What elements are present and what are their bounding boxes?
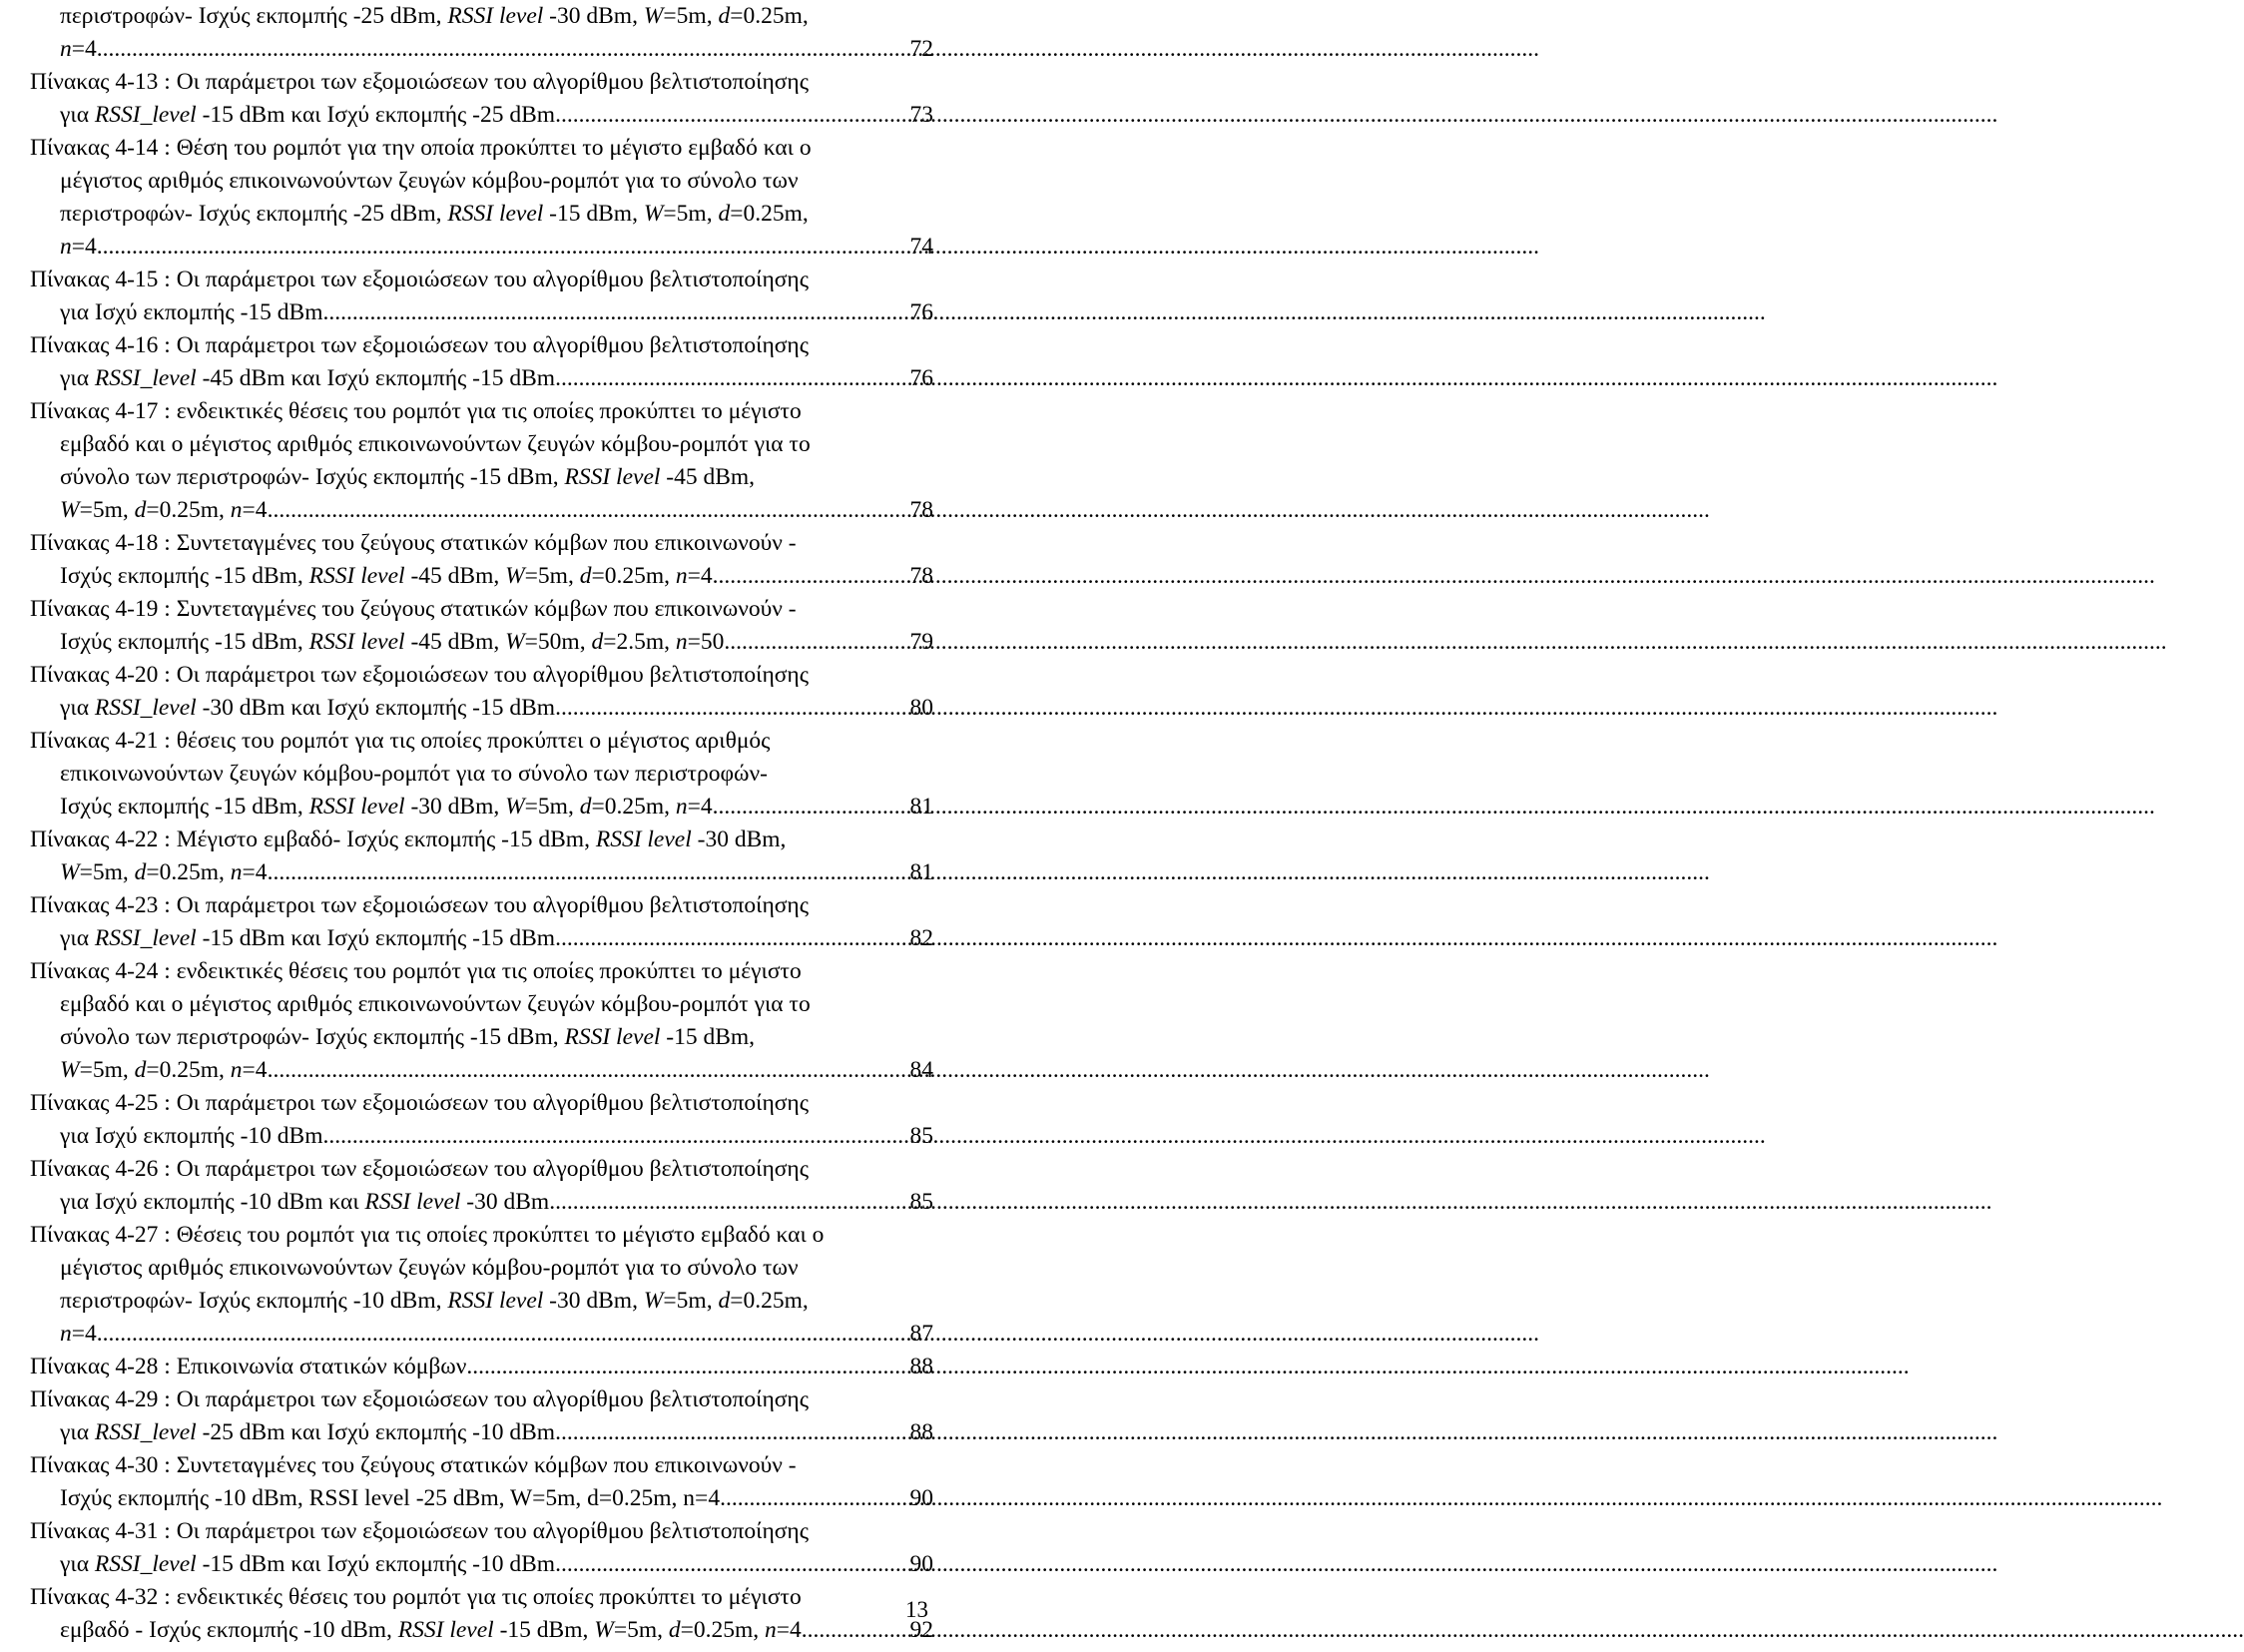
toc-entry-line	[30, 1482, 933, 1515]
toc-entry-caption: Πίνακας 4-23 : Οι παράμετροι των εξομοιώσεων του αλγορίθμου βελτιστοποίησης	[30, 892, 810, 918]
toc-entry-caption: Πίνακας 4-29 : Οι παράμετροι των εξομοιώσεων του αλγορίθμου βελτιστοποίησης	[30, 1386, 810, 1412]
toc-entry[interactable]	[30, 1581, 933, 1647]
toc-entry-text: n=4	[60, 36, 97, 62]
toc-page-number: 88	[909, 1419, 933, 1445]
toc-entry-caption: Πίνακας 4-27 : Θέσεις του ρομπότ για τις οποίες προκύπτει το μέγιστο εμβαδό και ο	[30, 1222, 825, 1248]
toc-entry-caption: Πίνακας 4-22 : Μέγιστο εμβαδό- Ισχύς εκπομπής -15 dBm, RSSI level -30 dBm,	[30, 826, 787, 852]
toc-entry-text: W=5m, d=0.25m, n=4	[60, 1057, 268, 1083]
toc-entry-caption: Πίνακας 4-26 : Οι παράμετροι των εξομοιώσεων του αλγορίθμου βελτιστοποίησης	[30, 1156, 810, 1182]
toc-entry-line	[30, 1120, 933, 1153]
dot-leader	[555, 99, 907, 132]
toc-entry[interactable]	[30, 1515, 933, 1581]
toc-entry-line	[30, 231, 933, 264]
toc-entry-text: n=4	[60, 234, 97, 260]
toc-page-number: 82	[909, 925, 933, 951]
toc-entry-caption	[30, 1351, 933, 1383]
toc-entry[interactable]	[30, 593, 933, 659]
table-of-tables	[30, 0, 933, 1647]
dot-leader	[724, 626, 907, 659]
toc-entry-line: επικοινωνούντων ζευγών κόμβου-ρομπότ για το σύνολο των περιστροφών-	[60, 761, 768, 787]
dot-leader	[555, 1416, 907, 1449]
toc-entry-line	[30, 33, 933, 66]
toc-page-number: 88	[909, 1354, 933, 1379]
toc-entry-caption: Πίνακας 4-15 : Οι παράμετροι των εξομοιώσεων του αλγορίθμου βελτιστοποίησης	[30, 267, 810, 292]
toc-entry-line	[30, 1186, 933, 1219]
toc-page-number: 87	[909, 1321, 933, 1347]
toc-entry-line: μέγιστος αριθμός επικοινωνούντων ζευγών κόμβου-ρομπότ για το σύνολο των	[60, 168, 799, 194]
toc-page-number: 90	[909, 1551, 933, 1577]
toc-entry-line	[30, 1416, 933, 1449]
toc-entry-text: για RSSI_level -30 dBm και Ισχύ εκπομπής -15 dBm	[60, 695, 556, 721]
toc-entry-line	[30, 1548, 933, 1581]
toc-page-number: 76	[909, 299, 933, 325]
toc-entry-line: μέγιστος αριθμός επικοινωνούντων ζευγών κόμβου-ρομπότ για το σύνολο των	[60, 1255, 799, 1281]
toc-page-number: 85	[909, 1123, 933, 1149]
toc-entry[interactable]	[30, 132, 933, 264]
toc-entry-line	[30, 626, 933, 659]
toc-page-number: 80	[909, 695, 933, 721]
toc-entry-line: εμβαδό και ο μέγιστος αριθμός επικοινωνούντων ζευγών κόμβου-ρομπότ για το	[60, 991, 811, 1017]
toc-entry-text: W=5m, d=0.25m, n=4	[60, 859, 268, 885]
toc-page-number: 76	[909, 365, 933, 391]
toc-entry-line	[30, 362, 933, 395]
dot-leader	[555, 1548, 907, 1581]
toc-entry-line	[30, 1614, 933, 1647]
toc-entry[interactable]	[30, 725, 933, 824]
toc-entry-line	[30, 560, 933, 593]
toc-entry[interactable]	[30, 527, 933, 593]
toc-entry-line	[30, 494, 933, 527]
dot-leader	[97, 1318, 908, 1351]
toc-entry-text: για RSSI_level -15 dBm και Ισχύ εκπομπής -10 dBm	[60, 1551, 556, 1577]
toc-entry-caption: Πίνακας 4-32 : ενδεικτικές θέσεις του ρομπότ για τις οποίες προκύπτει το μέγιστο	[30, 1584, 802, 1610]
toc-page-number: 81	[909, 859, 933, 885]
toc-entry-caption: Πίνακας 4-17 : ενδεικτικές θέσεις του ρομπότ για τις οποίες προκύπτει το μέγιστο	[30, 398, 802, 424]
toc-page-number: 78	[909, 497, 933, 523]
dot-leader	[713, 560, 908, 593]
toc-entry[interactable]	[30, 659, 933, 725]
dot-leader	[466, 1351, 907, 1383]
toc-page-number: 74	[909, 234, 933, 260]
toc-entry-line	[30, 296, 933, 329]
toc-entry-text: για RSSI_level -25 dBm και Ισχύ εκπομπής -10 dBm	[60, 1419, 556, 1445]
toc-entry-text: W=5m, d=0.25m, n=4	[60, 497, 268, 523]
toc-entry-line: εμβαδό και ο μέγιστος αριθμός επικοινωνούντων ζευγών κόμβου-ρομπότ για το	[60, 431, 811, 457]
toc-entry-line: περιστροφών- Ισχύς εκπομπής -10 dBm, RSSI level -30 dBm, W=5m, d=0.25m,	[60, 1288, 809, 1314]
toc-page-number: 78	[909, 563, 933, 589]
toc-entry-caption: Πίνακας 4-18 : Συντεταγμένες του ζεύγους στατικών κόμβων που επικοινωνούν -	[30, 530, 797, 556]
toc-entry-text: Ισχύς εκπομπής -15 dBm, RSSI level -30 dBm, W=5m, d=0.25m, n=4	[60, 794, 713, 820]
toc-entry-line: περιστροφών- Ισχύς εκπομπής -25 dBm, RSSI level -30 dBm, W=5m, d=0.25m,	[60, 3, 809, 29]
toc-entry-line	[30, 1318, 933, 1351]
toc-entry-text: n=4	[60, 1321, 97, 1347]
toc-entry[interactable]	[30, 395, 933, 527]
dot-leader	[549, 1186, 907, 1219]
page-number: 13	[905, 1597, 928, 1622]
toc-page-number: 72	[909, 36, 933, 62]
toc-entry-line	[30, 922, 933, 955]
dot-leader	[323, 1120, 908, 1153]
toc-entry-caption: Πίνακας 4-25 : Οι παράμετροι των εξομοιώσεων του αλγορίθμου βελτιστοποίησης	[30, 1090, 810, 1116]
toc-entry-text: για Ισχύ εκπομπής -10 dBm	[60, 1123, 323, 1149]
dot-leader	[720, 1482, 907, 1515]
toc-entry-text: για RSSI_level -15 dBm και Ισχύ εκπομπής -25 dBm	[60, 102, 556, 128]
toc-page-number: 73	[909, 102, 933, 128]
toc-entry[interactable]	[30, 889, 933, 955]
dot-leader	[268, 494, 908, 527]
toc-entry-text: για Ισχύ εκπομπής -10 dBm και RSSI level -30 dBm	[60, 1189, 550, 1215]
toc-entry-line: σύνολο των περιστροφών- Ισχύς εκπομπής -15 dBm, RSSI level -45 dBm,	[60, 464, 756, 490]
dot-leader	[713, 791, 908, 824]
toc-entry-text: Πίνακας 4-28 : Επικοινωνία στατικών κόμβων	[30, 1354, 467, 1379]
toc-entry[interactable]	[30, 329, 933, 395]
toc-entry-caption: Πίνακας 4-13 : Οι παράμετροι των εξομοιώσεων του αλγορίθμου βελτιστοποίησης	[30, 69, 810, 95]
toc-entry-line: σύνολο των περιστροφών- Ισχύς εκπομπής -15 dBm, RSSI level -15 dBm,	[60, 1024, 756, 1050]
toc-entry[interactable]	[30, 1449, 933, 1515]
toc-entry[interactable]	[30, 1351, 933, 1383]
toc-page-number: 92	[909, 1617, 933, 1643]
toc-entry-text: για RSSI_level -45 dBm και Ισχύ εκπομπής -15 dBm	[60, 365, 556, 391]
dot-leader	[555, 692, 907, 725]
toc-entry-line	[30, 856, 933, 889]
toc-entry-text: για RSSI_level -15 dBm και Ισχύ εκπομπής -15 dBm	[60, 925, 556, 951]
toc-entry-line	[30, 692, 933, 725]
toc-entry-caption: Πίνακας 4-30 : Συντεταγμένες του ζεύγους στατικών κόμβων που επικοινωνούν -	[30, 1452, 797, 1478]
dot-leader	[97, 33, 908, 66]
toc-entry[interactable]	[30, 824, 933, 889]
toc-entry[interactable]	[30, 955, 933, 1087]
dot-leader	[323, 296, 908, 329]
dot-leader	[268, 856, 908, 889]
toc-page-number: 90	[909, 1485, 933, 1511]
toc-entry-caption: Πίνακας 4-24 : ενδεικτικές θέσεις του ρομπότ για τις οποίες προκύπτει το μέγιστο	[30, 958, 802, 984]
dot-leader	[555, 922, 907, 955]
toc-entry-caption: Πίνακας 4-20 : Οι παράμετροι των εξομοιώσεων του αλγορίθμου βελτιστοποίησης	[30, 662, 810, 688]
toc-entry-caption: Πίνακας 4-21 : θέσεις του ρομπότ για τις οποίες προκύπτει ο μέγιστος αριθμός	[30, 728, 771, 754]
dot-leader	[268, 1054, 908, 1087]
toc-entry-text: Ισχύς εκπομπής -15 dBm, RSSI level -45 dBm, W=50m, d=2.5m, n=50	[60, 629, 725, 655]
toc-entry-line	[30, 791, 933, 824]
toc-entry[interactable]	[30, 1383, 933, 1449]
toc-entry[interactable]	[30, 0, 933, 66]
toc-entry-text: Ισχύς εκπομπής -10 dBm, RSSI level -25 dBm, W=5m, d=0.25m, n=4	[60, 1485, 721, 1511]
toc-page-number: 81	[909, 794, 933, 820]
toc-entry[interactable]	[30, 1153, 933, 1219]
toc-entry-caption: Πίνακας 4-19 : Συντεταγμένες του ζεύγους στατικών κόμβων που επικοινωνούν -	[30, 596, 797, 622]
toc-entry-text: εμβαδό - Ισχύς εκπομπής -10 dBm, RSSI level -15 dBm, W=5m, d=0.25m, n=4	[60, 1617, 802, 1643]
toc-entry-text: Ισχύς εκπομπής -15 dBm, RSSI level -45 dBm, W=5m, d=0.25m, n=4	[60, 563, 713, 589]
dot-leader	[802, 1614, 908, 1647]
toc-entry-text: για Ισχύ εκπομπής -15 dBm	[60, 299, 323, 325]
toc-entry-caption: Πίνακας 4-31 : Οι παράμετροι των εξομοιώσεων του αλγορίθμου βελτιστοποίησης	[30, 1518, 810, 1544]
toc-entry[interactable]	[30, 264, 933, 329]
toc-entry-line	[30, 99, 933, 132]
dot-leader	[555, 362, 907, 395]
toc-entry-caption: Πίνακας 4-14 : Θέση του ρομπότ για την οποία προκύπτει το μέγιστο εμβαδό και ο	[30, 135, 812, 161]
toc-entry-line	[30, 1054, 933, 1087]
toc-entry-caption: Πίνακας 4-16 : Οι παράμετροι των εξομοιώσεων του αλγορίθμου βελτιστοποίησης	[30, 332, 810, 358]
dot-leader	[97, 231, 908, 264]
toc-entry[interactable]	[30, 66, 933, 132]
toc-entry[interactable]	[30, 1087, 933, 1153]
toc-page-number: 85	[909, 1189, 933, 1215]
toc-page-number: 84	[909, 1057, 933, 1083]
toc-entry-line: περιστροφών- Ισχύς εκπομπής -25 dBm, RSSI level -15 dBm, W=5m, d=0.25m,	[60, 201, 809, 227]
toc-page-number: 79	[909, 629, 933, 655]
toc-entry[interactable]	[30, 1219, 933, 1351]
